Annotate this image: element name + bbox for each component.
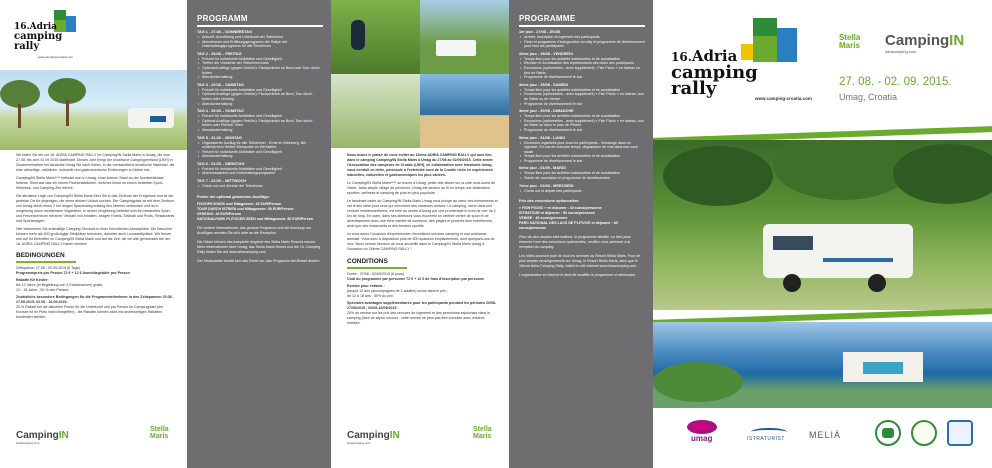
stella-maris-logo-fr [473, 426, 492, 440]
cond-fr-5: de 12 à 18 ans - 50% du prix. [347, 294, 394, 298]
fr-day-2: 2ème jour - 28/08 - VENDREDI [519, 51, 573, 56]
camping-word: Camping [16, 430, 59, 441]
panel-french-programme [509, 0, 653, 468]
note-fr-2: Les hôtes pourront jouir de tous les services du Resort Stella Maris. Pour de plus amples renseignements sur Umag, le Resort Stella Maris, ainsi que le 16ème Adria Camping Rally, visitez le site internet www.istracamping.com [519, 254, 641, 269]
cond-fr-2: Coût du programme par personne 72 € + 12 € de frais d'inscription par personne [347, 277, 485, 281]
camping-photos [331, 0, 509, 148]
cover-place: Umag, Croatia [839, 92, 898, 102]
cond-line-3: Rabatte für Kinder: [16, 278, 49, 282]
price-de-2: TOUR DURCH ISTRIEN und Mittagessen: 50 EUR/Person [197, 206, 294, 211]
fr-day-6-item: • Soirée de conclusion et programme de divertissement [519, 176, 645, 181]
de-day-1-item: • Ankunft, Anmeldung und Unterkunft der Teilnehmer [197, 35, 323, 40]
programme-days-fr [519, 30, 645, 193]
programme-days-de [197, 30, 323, 189]
note-de-1: Für weitere Informationen, das genaue Programm und die Buchung von Ausflügen wenden Sie sich bitte an die Rezeption. [197, 225, 312, 235]
logo-adria: Adria [29, 22, 57, 32]
conditions-title: BEDINGUNGEN [16, 252, 65, 259]
intro-p4: Hier bekommen Sie erstmalige Camping Services in einer freundlichen Atmosphäre. Die Besucher können mehr als 500 großzügige Stellplätze benutzen, darunter auch Luxusstellplätze. Wir freuen uns auf Ihr Eintreffen im Camping/IN Stella Maris und auf die Zeit, die wir alle gemeinsam bei der 16. ADRIA CAMPING RALLY haben werden! [16, 227, 173, 246]
cond-fr-4: jusqu'à 12 ans (accompagnés de 2 adultes) inclus dans le prix ; [347, 289, 448, 293]
fr-day-4-item: • Programme de divertissement le soir [519, 128, 645, 133]
cond-line-6: Zusätzliche besondere Bedingungen für die Programmteilnehmer in den Zeitspannen 20.08 - 27.08.2015; 02.09 - 16.09.2015: [16, 295, 174, 304]
stella-word: Stella [150, 426, 169, 433]
cover-maris: Maris [839, 41, 860, 50]
logo-camping: camping [14, 31, 63, 42]
maris-word: Maris [150, 433, 169, 440]
fr-day-2-item: • Réunion et socialisation des représentants des clubs des participants [519, 61, 645, 66]
de-day-7-item: • Check out und Abreise der Teilnehmer [197, 184, 323, 189]
de-day-2: TAG 2 - 28.08. - FREITAG [197, 51, 242, 56]
fr-day-2-item: • Temps libre pour les activités individuelles et de socialisation [519, 57, 645, 62]
cover-logo-camping: camping [671, 62, 758, 83]
cover-logo-number: 16. [671, 50, 692, 64]
fr-day-5: 5ème jour - 31/08 - LUNDI [519, 135, 565, 140]
camping-url: istracamping.com [16, 441, 40, 445]
conditions-title-fr: CONDITIONS [347, 258, 388, 265]
fr-day-1: 1er jour - 27/08 - JEUDI [519, 30, 561, 34]
fr-day-3-item: • Temps libre pour les activités individuelles et de socialisation [519, 88, 645, 93]
intro-fr: Nous avons le plaisir de vous inviter au 16ème ADRIA CAMPING RALLY qui aura lieu dans le camping Camping/IN Stella Maris à Umag du 27/08 au 02/09/2015. Cette année l'Association des campeurs de Croatie (UKH), en collaboration avec Istraturist Umag, vous conduit en Istrie, péninsule à l'extrémité nord de la Croatie riche en expériences naturelles, culturelles et gastronomiques les plus variées. [347, 153, 494, 177]
panel-german-programme [187, 0, 331, 468]
cover-caravan-photo [653, 140, 992, 310]
cover-in-word: IN [949, 32, 965, 49]
panel-cover [653, 0, 992, 468]
stella-word-fr: Stella [473, 426, 492, 433]
cover-stella-maris-logo [839, 34, 860, 50]
beach-photo [0, 70, 187, 150]
fr-day-6: 6ème jour - 01/09 - MARDI [519, 166, 566, 171]
green-rule [16, 261, 76, 263]
logo-number: 16. [14, 22, 30, 32]
de-day-3-item: • Abendunterhaltung [197, 102, 323, 107]
cover-camping-url: istracamping.com [885, 49, 917, 54]
fr-day-5-item: • Temps libre pour les activités individuelles et de socialisation [519, 154, 645, 159]
de-day-6-item: • Abschlussabend und Unterhaltungsprogramm [197, 171, 323, 176]
fr-day-7: 7ème jour - 02/09 - MERCREDI [519, 183, 574, 188]
note-de-3: Der Veranstalter behält sich das Recht vor, das Programm bei Bedarf ändern. [197, 258, 321, 263]
cover-logo-adria: Adria [691, 47, 738, 65]
note-de-2: Die Gäste können das komplette Angebot des Stella Maris Resorts nutzen. Mehr Informationen über Umag, das Stella Maris Resort und die 16. Camping Rally finden Sie auf www.istracamping.com [197, 239, 321, 254]
cond-fr-1: Durée : 27/08 - 02/09/2015 (6 jours) [347, 272, 405, 276]
price-de-4: NATIONALPARK PLITVICER SEEN und Mittagessen: 80 EUR/Person [197, 216, 314, 221]
price-de-1: FISCHPICKNICK und Mitagessen: 40 EUR/Person [197, 201, 282, 206]
sponsor-badge-1 [875, 420, 901, 446]
fr-day-3-item: • Programme de divertissement le soir [519, 102, 645, 107]
fr-day-5-item: • Excursion organisée pour tous les participants - Vendange dans un vignoble. En cas de mauvais temps, dégustation de vins dans une cave locale [519, 141, 645, 155]
in-word: IN [58, 430, 69, 441]
de-day-3-item: • Freizeit für individuelle Aktivitäten und Geselligkeit [197, 88, 323, 93]
de-day-5-item: • Organisierter Ausflug für alle Teilnehmer - Ernte im Weinberg, Bei schließlichem Wetter-Weinprobe im Weinkeller [197, 141, 323, 150]
fr-day-3-item: • Excursions (optionnelles - avec supplément) « Fish Picnic » en bateau, tour de l'Istrie ou de Venise. [519, 92, 645, 101]
de-day-2-item: • Optional Ausflüge (gegen Gebühr): Fischpicknick an Bord oder Tour durch Istrien [197, 66, 323, 75]
camping-in-logo-fr [347, 430, 400, 445]
de-day-2-item: • Abendunterhaltung [197, 75, 323, 80]
cover-logo-rally: rally [671, 78, 717, 99]
cond-fr-3: Remise pour enfants : [347, 284, 385, 288]
fr-day-4-item: • Temps libre pour les activités individuelles et de socialisation [519, 114, 645, 119]
de-day-7: TAG 7 - 02.09. - MITTWOCH [197, 179, 247, 184]
fr-day-1-item: • Dîner et programme d'inauguration du rally et programme de divertissement pour tous les participants [519, 40, 645, 49]
fr-day-6-item: • Temps libre pour les activités individuelles et de socialisation [519, 171, 645, 176]
maris-word-fr: Maris [473, 433, 492, 440]
intro-fr-p3: Le fascinant cadre du Camping/IN Stella Maris Umag vous plonge au cœur des événements et est le lieu idéal pour ceux qui cherchent des vacances actives. Le camping, niché dans une verdure méditerranéenne, est relié au centre d'Umag par une promenade le front de mer de 2 km de long. En outre, dans ses alentours vous trouverez un célèbre centre de sport et de divertissement avec une riche variété de contenus, des plages et piscines bien entretenues, ainsi que des restaurants et des terrains sportifs. [347, 199, 498, 228]
sponsor-badge-2 [911, 420, 937, 446]
cover-dates: 27. 08. - 02. 09. 2015. [839, 76, 952, 88]
sponsor-badge-3 [947, 420, 973, 446]
cond-line-2: Programmpreis pro Person 72 € + 12 € Anmeldegebühr pro Person [16, 271, 130, 275]
fr-day-7-item: • Check out et départ des participants [519, 189, 645, 194]
in-word-fr: IN [389, 430, 400, 441]
prices-title-fr: Prix des excursions optionnelles: [519, 199, 580, 204]
prices-title-de: Preise der optional gebotenen Ausflüge: [197, 194, 270, 199]
fr-day-4-item: • Excursions (optionnelles - avec supplément) « Fish Picnic » en bateau, tour de l'Istrie ou dans le parc de Plitvice [519, 119, 645, 128]
cover-logo-url: www.camping-croatia.com [755, 96, 812, 101]
intro-p2: Camping/IN Stella Maris**** befindet sich in Umag, einer kleinen Stadt an der Nordwestküste Istriens. Sinnt war das ein reines Fischerstädtchen, welches heute zu einem beliebten Sport-, Wellness- und Camping-Ziel erfreut. [16, 176, 165, 190]
sponsor-umag-logo [687, 420, 721, 450]
cond-line-4: bis 12 Jahre (in Begleitung von 2 Erwachsenen) gratis; [16, 283, 104, 287]
de-day-1: TAG 1 - 27.08. - DONNERSTAG [197, 30, 252, 34]
logo-url: www.camping-croatia.com [38, 55, 74, 59]
intro-p3: Die attraktive Lage von Camping/IN Stella Maris führt Sie in das Zentrum der Ereignisse und ist der perfekte Ort für diejenigen, die einen aktiven Urlaub suchen. Der Campingplatz ist mit dem Zentrum von Umag durch einen 2 km langen Spazierweg entlang des Meeres verbunden und ist in umgebung durch mediterrane Vegetation. In seiner Umgebung befindet sich ein bekanntes Sport- und Freizeitzentrum mit einer Vielzahl von Inhalten, einigen Hotels, Strände und Pools, Restaurants und Sportanlagen. [16, 194, 175, 223]
de-day-5: TAG 5 - 31.08. - MONTAG [197, 135, 242, 140]
fr-day-3: 3ème jour - 29/08 - SAMEDI [519, 82, 568, 87]
stella-maris-logo [150, 426, 169, 440]
cover-resort-photo [653, 322, 992, 408]
de-day-4-item: • Abendunterhaltung [197, 128, 323, 133]
de-day-3-item: • Optional Ausflüge (gegen Gebühr): Fischpicknick an Bord, Tour durch Istrien oder Venedig [197, 92, 323, 101]
panel-german-intro [0, 0, 187, 468]
de-day-4-item: • Optional Ausflüge (gegen Gebühr): Fischpicknick an Bord, Tour durch Istrien oder Plitvicer Seen [197, 119, 323, 128]
de-day-6-item: • Freizeit für individuelle Aktivitäten und Geselligkeit [197, 167, 323, 172]
de-day-2-item: • Freizeit für individuelle Aktivitäten und Geselligkeit [197, 57, 323, 62]
note-fr-1: Pour de plus amples informations, le programme détaillé, ou bien pour réserver l'une des excursions optionnelles, veuillez vous adresser à la réception du camping. [519, 235, 631, 250]
price-fr-4: PARC NATIONAL DES LACS DE PLITVICE et déjeuner : 80 euros/personne [519, 221, 618, 231]
green-rule-fr [347, 267, 407, 269]
logo-rally: rally [14, 41, 40, 52]
sponsor-istraturist: ISTRATURIST [747, 436, 785, 442]
rally-logo [14, 10, 84, 60]
note-fr-3: L'organisateur se réserve le droit de modifier le programme si nécessaire. [519, 273, 637, 278]
fr-day-5-item: • Programme de divertissement le soir [519, 159, 645, 164]
price-fr-2: ISTRATOUR et déjeuner : 50 euros/personne [519, 211, 595, 216]
cover-camping-word: Camping [885, 32, 950, 49]
intro-fr-p2: Le Camping/IN Stella Maris**** se trouve à Umag, petite ville située sur la côte nord-ouest de l'Istrie. Jadis simple village de pêcheurs, Umag est devenu au fil du temps une destination sportive, wellness et camping de plus en plus populaire. [347, 181, 496, 195]
price-fr-1: « FISH PICNIC » et déjeuner : 40 euros/personne [519, 206, 602, 211]
de-day-3: TAG 3 - 29.08. - SAMSTAG [197, 82, 244, 87]
cond-fr-7: 20% de remise sur les prix des services de logement et des personnes séjournant dans le camping (taxe de séjour exclue) - cette remise ne peut pas être cumulée avec d'autres remises. [347, 311, 491, 325]
intro-fr-p4: Ici vous aurez l'occasion d'expérimenter d'excellents services camping et une ambiance amicale. Vous avez à disposition plus de 500 spacieux emplacements, dont quelques-uns de luxe. Nous serons heureux de vous accueillir dans le Camping/IN Stella Maris Umag à l'occasion du 16ème CAMPING RALLY ! [347, 232, 495, 251]
camping-url-fr: istracamping.com [347, 441, 371, 445]
camping-in-logo [16, 430, 69, 445]
panel-french-intro [331, 0, 509, 468]
price-fr-3: VENISE : 45 euros/personne [519, 216, 568, 221]
price-de-3: VENEDIG: 45 EUR/Person [197, 211, 242, 216]
cover-rally-logo [671, 18, 821, 108]
title-rule-fr [519, 25, 645, 27]
sponsor-melia: MELIÁ [809, 430, 842, 440]
cond-line-7: 20 % Rabatt auf die aktuellen Preise für die Unterkunft und pro Person im Campingplatz (die Kurtaxe ist im Preis nicht inbegriffen) - die Rabatte können nicht mit anderweitigen Rabatten kombiniert werden. [16, 305, 164, 319]
camping-word-fr: Camping [347, 430, 390, 441]
fr-day-1-item: • Arrivée, inscription et logement des participants [519, 35, 645, 40]
cover-camping-in-logo [885, 32, 964, 54]
programme-title-de: PROGRAMM [197, 14, 248, 23]
intro-text: Wir laden Sie ein zur 16. ADRIA CAMPING RALLY im Camping/IN Stella Maris in Umag, die vom 27.08. bis zum 02.09.2015 stattfindet. Dieses Jahr bringt der kroatische Campingverband (UKH) in Zusammenarbeit mit Istraturist Umag Sie nach Istrien, in die nordwestliche kroatische Halbinsel, die eine vielseitige, natürliche, kulturelle und gastronomische Erfahrungen zu bieten hat. [16, 153, 175, 172]
fr-day-2-item: • Excursions (optionnelles - avec supplément) : Fish Picnic » en bateau ou tour de l'Istrie. [519, 66, 645, 75]
sponsor-istraturist-logo [747, 428, 787, 442]
programme-title-fr: PROGRAMME [519, 14, 576, 23]
de-day-4-item: • Freizeit für individuelle Aktivitäten und Geselligkeit [197, 114, 323, 119]
fr-day-4: 4ème jour - 30/08 - DIMANCHE [519, 109, 574, 114]
de-day-5-item: • Abendunterhaltung [197, 154, 323, 159]
cond-line-1: Zeitspanne: 27.08 - 02.09.2015 (6 Tage) [16, 266, 81, 270]
title-rule [197, 25, 323, 27]
cond-fr-6: Spéciales avantages supplémentaires pour les participants pendant les périodes 20/08-27/08/2015 ; 02/09-16/09/2015 : [347, 301, 497, 310]
de-day-1-item: • Abendessen und Eröffnungsprogramm der Rallye mit Unterhaltungsprogramm für alle Teilnehmer [197, 40, 323, 49]
cover-stella: Stella [839, 33, 861, 42]
de-day-4: TAG 4 - 30.08. - SONNTAG [197, 109, 244, 114]
sponsor-umag: umag [691, 434, 713, 443]
cond-line-5: 12 - 18 Jahre - 50 % des Preises. [16, 288, 70, 292]
fr-day-2-item: • Programme de divertissement le soir [519, 75, 645, 80]
de-day-2-item: • Treffen der Vorsteher der Teilnehmerclubs [197, 61, 323, 66]
de-day-6: TAG 6 - 01.09. - DIENSTAG [197, 161, 245, 166]
de-day-5-item: • Freizeit für individuelle Aktivitäten und Geselligkeit [197, 150, 323, 155]
